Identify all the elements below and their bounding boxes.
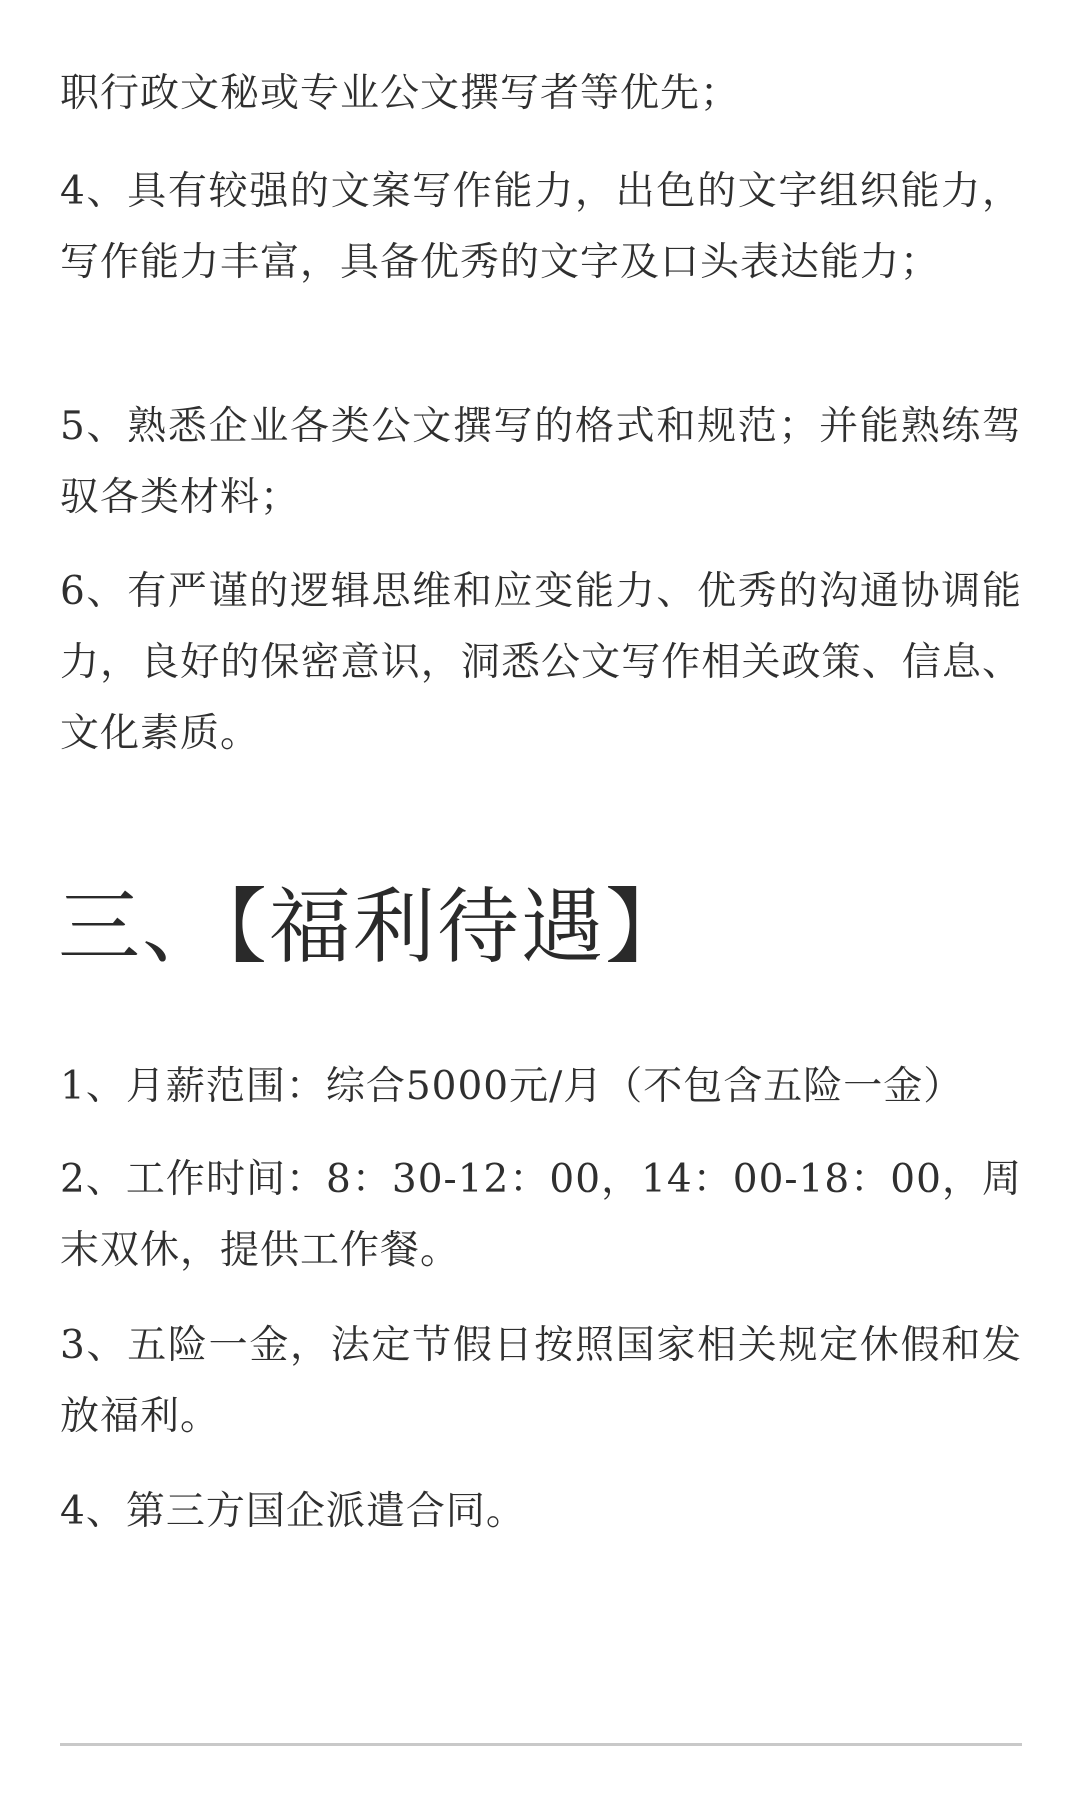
requirement-item-4: 4、具有较强的文案写作能力，出色的文字组织能力，写作能力丰富，具备优秀的文字及口头表达能力； — [60, 169, 1022, 285]
section-divider — [60, 1743, 1022, 1746]
requirement-item-6: 6、有严谨的逻辑思维和应变能力、优秀的沟通协调能力，良好的保密意识，洞悉公文写作相关政策、信息、文化素质。 — [60, 569, 1022, 756]
benefit-item-working-hours: 2、工作时间：8：30-12：00，14：00-18：00，周末双休，提供工作餐。 — [60, 1157, 1022, 1273]
requirement-item-3-continued: 职行政文秘或专业公文撰写者等优先； — [60, 71, 741, 116]
benefit-item-contract: 4、第三方国企派遣合同。 — [60, 1489, 526, 1534]
benefit-item-insurance: 3、五险一金，法定节假日按照国家相关规定休假和发放福利。 — [60, 1323, 1022, 1439]
section-heading-benefits: 三、【福利待遇】 — [58, 880, 690, 975]
benefit-item-salary: 1、月薪范围：综合5000元/月（不包含五险一金） — [60, 1064, 964, 1109]
requirement-item-5: 5、熟悉企业各类公文撰写的格式和规范；并能熟练驾驭各类材料； — [60, 404, 1022, 520]
